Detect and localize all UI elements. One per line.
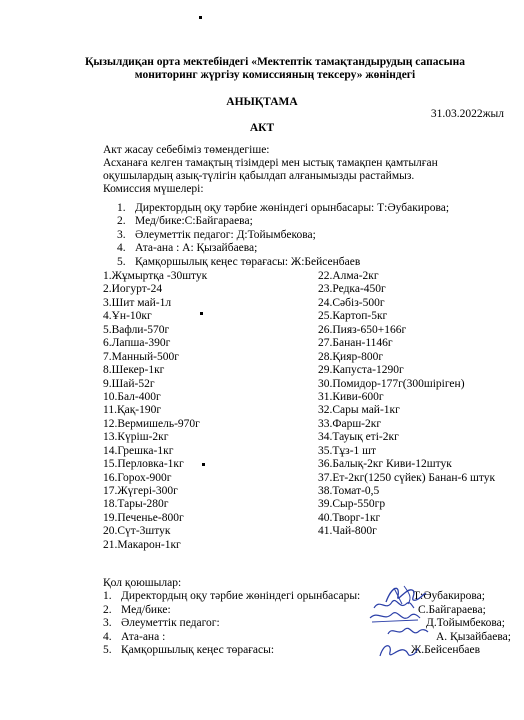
food-item: 17.Жүгері-300г — [103, 485, 178, 497]
food-item: 12.Вермишель-970г — [103, 417, 200, 430]
food-item: 34.Тауық еті-2кг — [318, 431, 399, 444]
intro-paragraph — [103, 144, 503, 196]
signer-row — [103, 617, 513, 631]
food-item: 6.Лапша-390г — [103, 337, 171, 350]
signer-name: Т:Әубакирова; — [413, 590, 485, 602]
food-item: 8.Шекер-1кг — [103, 364, 165, 377]
act-title: АКТ — [249, 122, 275, 134]
signer-role: Әлеуметтік педагог: — [121, 617, 220, 630]
food-items-right-column — [318, 270, 495, 539]
signer-role: Директордың оқу тәрбие жөніндегі орынбасары: — [121, 590, 361, 602]
food-item: 38.Томат-0,5 — [318, 485, 380, 497]
food-item: 33.Фарш-2кг — [318, 417, 382, 430]
signer-name: Ж.Бейсенбаев — [411, 644, 481, 657]
signer-row — [103, 644, 513, 658]
list-number: 3. — [117, 228, 126, 241]
signers-list — [103, 590, 513, 658]
list-number: 5. — [117, 255, 126, 268]
list-number: 2. — [103, 603, 112, 616]
signer-name: С.Байгараева; — [418, 603, 486, 616]
member-text: Әлеуметтік педагог: Д:Тойымбекова; — [135, 228, 316, 241]
food-item: 35.Тұз-1 шт — [318, 444, 377, 457]
food-item: 23.Редка-450г — [318, 283, 386, 296]
food-items-left-column — [103, 270, 207, 552]
list-number: 3. — [103, 617, 112, 630]
signer-name: Д.Тойымбекова; — [426, 617, 505, 630]
food-item: 15.Перловка-1кг — [103, 458, 184, 471]
food-item: 31.Киви-600г — [318, 390, 384, 403]
scan-speck — [199, 16, 202, 19]
document-heading — [40, 56, 510, 82]
food-item: 20.Сүт-3штук — [103, 525, 171, 538]
intro-line-3: оқушылардың азық-түлігін қабылдап алғанымызды растаймыз. — [103, 170, 415, 182]
list-number: 2. — [117, 215, 126, 228]
food-item: 21.Макарон-1кг — [103, 538, 181, 551]
food-item: 28.Қияр-800г — [318, 350, 384, 363]
intro-line-4: Комиссия мүшелері: — [103, 183, 204, 195]
member-text: Мед/бике:С:Байгараева; — [135, 215, 253, 228]
food-item: 22.Алма-2кг — [318, 270, 379, 282]
food-item: 24.Сәбіз-500г — [318, 296, 385, 309]
food-item: 7.Манный-500г — [103, 350, 179, 363]
signature-5-icon — [376, 640, 420, 662]
member-text: Қамқоршылық кеңес төрағасы: Ж:Бейсенбаев — [135, 255, 361, 268]
document-title: АНЫҚТАМА — [226, 96, 298, 108]
list-number: 4. — [103, 630, 112, 643]
heading-line-1: Қызылдиқан орта мектебіндегі «Мектептік тамақтандырудың сапасына — [85, 56, 465, 68]
food-item: 32.Сары май-1кг — [318, 404, 400, 417]
list-number: 1. — [117, 202, 126, 214]
food-item: 5.Вафли-570г — [103, 323, 170, 336]
commission-member — [103, 229, 503, 242]
list-number: 4. — [117, 242, 126, 255]
food-item: 16.Горох-900г — [103, 471, 172, 484]
signer-row — [103, 590, 513, 604]
signer-name: А. Қызайбаева; — [436, 630, 511, 643]
scan-speck — [202, 463, 205, 466]
signer-role: Ата-ана : — [121, 630, 166, 643]
food-item: 29.Капуста-1290г — [318, 364, 404, 377]
commission-member — [103, 215, 503, 228]
food-item: 14.Грешка-1кг — [103, 444, 174, 457]
signer-role: Мед/бике: — [121, 603, 171, 616]
food-item: 39.Сыр-550гр — [318, 498, 386, 511]
food-item: 27.Банан-1146г — [318, 337, 393, 350]
food-item: 40.Творг-1кг — [318, 511, 381, 524]
commission-member — [103, 202, 503, 215]
commission-list — [103, 202, 503, 269]
intro-line-1: Акт жасау себебіміз төмендегіше: — [103, 144, 270, 156]
food-item: 36.Балық-2кг Киви-12штук — [318, 458, 452, 471]
signatures-title: Қол қоюшылар: — [103, 577, 182, 589]
list-number: 5. — [103, 644, 112, 657]
intro-line-2: Асханаға келген тамақтың тізімдері мен ыстық тамақпен қамтылған — [103, 157, 438, 169]
food-item: 41.Чай-800г — [318, 525, 377, 538]
food-item: 26.Пияз-650+166г — [318, 323, 407, 336]
scan-speck — [200, 312, 203, 315]
signature-4-icon — [386, 622, 430, 640]
food-item: 25.Картоп-5кг — [318, 310, 388, 323]
food-item: 9.Шай-52г — [103, 377, 155, 390]
food-item: 3.Шит май-1л — [103, 296, 172, 309]
food-item: 1.Жұмыртқа -30штук — [103, 270, 208, 282]
member-text: Директордың оқу тәрбие жөніндегі орынбасары: Т:Әубакирова; — [135, 202, 450, 214]
food-item: 30.Помидор-177г(300шіріген) — [318, 377, 465, 390]
signer-role: Қамқоршылық кеңес төрағасы: — [121, 644, 275, 657]
document-date: 31.03.2022жыл — [430, 108, 504, 120]
food-item: 13.Күріш-2кг — [103, 431, 169, 444]
food-item: 11.Қақ-190г — [103, 404, 162, 417]
commission-member — [103, 256, 503, 269]
food-item: 19.Печенье-800г — [103, 511, 184, 524]
signer-row — [103, 631, 513, 645]
food-item: 18.Тары-280г — [103, 498, 169, 511]
food-item: 37.Ет-2кг(1250 сүйек) Банан-6 штук — [318, 471, 496, 484]
member-text: Ата-ана : А: Қызайбаева; — [135, 242, 258, 255]
list-number: 1. — [103, 590, 112, 602]
food-item: 2.Иогурт-24 — [103, 283, 163, 296]
heading-line-2: мониторинг жүргізу комиссияның тексеру» жөніндегі — [134, 69, 416, 81]
food-item: 4.Ұн-10кг — [103, 310, 152, 323]
food-item: 10.Бал-400г — [103, 390, 161, 403]
signer-row — [103, 604, 513, 618]
commission-member — [103, 242, 503, 255]
